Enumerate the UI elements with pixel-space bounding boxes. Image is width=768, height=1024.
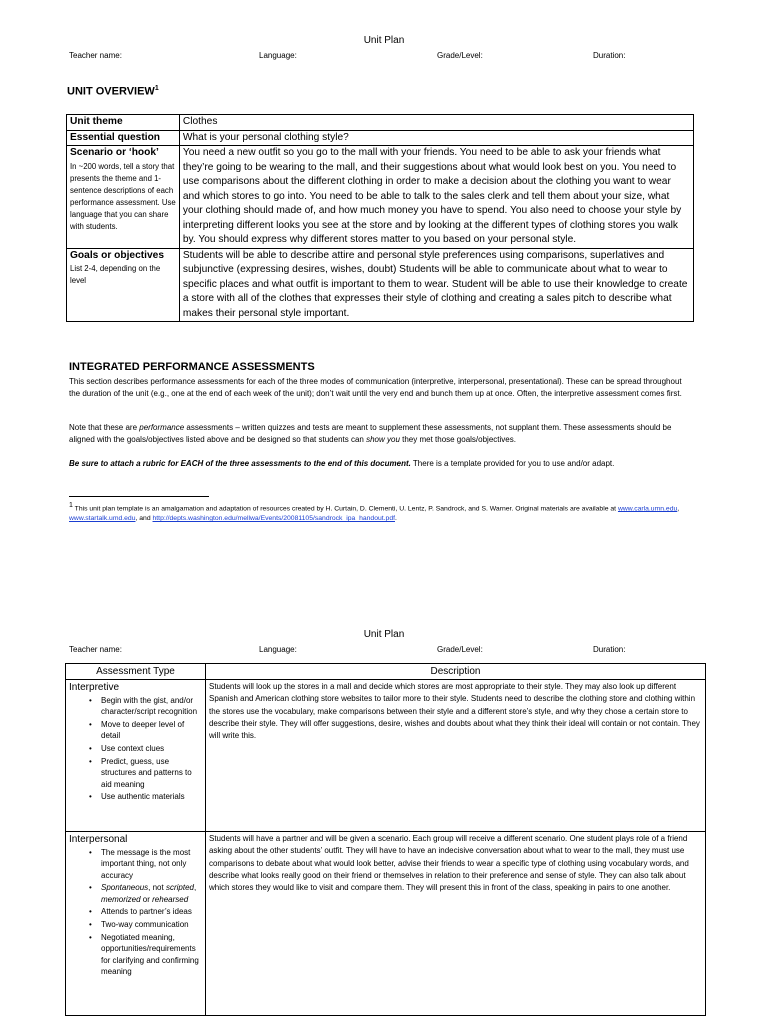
interpretive-description: Students will look up the stores in a mall and decide which stores are most appropriate to their style. They may also look up different Spanish and American clothing store websites to tailor more to their style. Students need to describe the clothing store and clothing within the stores use the vocabulary, make comparisons between their style and a different store’s style, and why they chose a certain store to describe their style. They will offer suggestions, desire, wishes and doubts about what they think their ideal will contain or not contain. They will write this. [205, 680, 705, 832]
text-run: , not [148, 883, 166, 893]
list-item: • Negotiated meaning, opportunities/requirements for clarifying and confirming meaning [69, 932, 202, 977]
row-label: Scenario or ‘hook’ [70, 147, 159, 158]
row-note: In ~200 words, tell a story that presents the theme and 1-sentence descriptions of each performance assessment. Use language that you can share with students. [70, 161, 176, 231]
row-value: Students will be able to describe attire and personal style preferences using comparisons, superlatives and subjunctive (expressing desires, wishes, doubt) Students will be able to communicate about what to wear to specific places and what outfit is important to them to wear. Student will be able to use their knowledge to create a store with all of the clothes that expresses their style of clothing and creating a sales pitch to describe what makes their personal style important. [179, 248, 693, 322]
assessment-table [65, 663, 706, 1016]
list-item: • The message is the most important thing, not only accuracy [69, 847, 202, 881]
footnote [69, 501, 699, 524]
column-header-description: Description [205, 664, 705, 680]
unit-overview-table [66, 114, 694, 322]
interpretive-cell [66, 680, 206, 832]
row-label: Unit theme [67, 115, 180, 131]
text-run: Note that these are [69, 423, 140, 432]
row-label: Essential question [67, 130, 180, 146]
list-item: • Attends to partner’s ideas [69, 906, 202, 917]
interpretive-bullets [69, 695, 202, 803]
footnote-link-carla[interactable]: www.carla.umn.edu [617, 505, 678, 513]
duration-label: Duration: [593, 51, 626, 60]
list-item: • Begin with the gist, and/or character/script recognition [69, 695, 202, 718]
language-label-2: Language: [259, 645, 297, 654]
list-item: • Use authentic materials [69, 791, 202, 802]
grade-level-label-2: Grade/Level: [437, 645, 483, 654]
ipa-heading: INTEGRATED PERFORMANCE ASSESSMENTS [69, 361, 315, 373]
text-run: , and [135, 515, 153, 523]
list-item: • Use context clues [69, 743, 202, 754]
category-label: Interpretive [69, 682, 120, 693]
text-run-italic: Spontaneous [101, 883, 149, 893]
row-value: Clothes [179, 115, 693, 131]
teacher-name-label: Teacher name: [69, 51, 122, 60]
interpersonal-bullets [69, 847, 202, 977]
interpersonal-cell [66, 832, 206, 1016]
text-run: There is a template provided for you to use and/or adapt. [410, 459, 615, 468]
duration-label-2: Duration: [593, 645, 626, 654]
ipa-paragraph-2 [69, 422, 695, 445]
ipa-paragraph-3 [69, 458, 695, 470]
text-run: . [394, 515, 397, 523]
text-run-italic: scripted [165, 883, 194, 893]
table-header-row [66, 664, 706, 680]
table-row [67, 115, 694, 131]
row-value: What is your personal clothing style? [179, 130, 693, 146]
column-header-type: Assessment Type [66, 664, 206, 680]
table-row [67, 146, 694, 249]
text-run-italic: show you [366, 434, 400, 444]
text-run-italic: rehearsed [152, 894, 189, 904]
page-title: Unit Plan [363, 35, 405, 46]
text-run-italic: memorized [101, 894, 141, 904]
text-run: , [193, 883, 197, 893]
ipa-paragraph-1: This section describes performance assessments for each of the three modes of communication (interpretive, interpersonal, presentational). These can be spread throughout the duration of the unit (e.g., one at the end of each week of the unit); don’t wait until the very end and bunch them up at once. Often, the interpretive assessment comes first. [69, 377, 682, 398]
category-label: Interpersonal [69, 834, 128, 845]
teacher-name-label-2: Teacher name: [69, 645, 122, 654]
table-row [66, 832, 706, 1016]
page-title-2: Unit Plan [363, 629, 405, 640]
text-run-italic: performance [139, 423, 185, 432]
footnote-link-startalk[interactable]: www.startalk.umd.edu [69, 515, 136, 523]
unit-overview-title: UNIT OVERVIEW [67, 85, 155, 98]
footnote-divider [69, 496, 209, 497]
list-item: • Two-way communication [69, 919, 202, 930]
row-value: You need a new outfit so you go to the mall with your friends. You need to be able to ask your friends what they’re going to be wearing to the mall, and their suggestions about what would look best on you. You need to use comparisons about the different clothing in order to make a decision about the clothing you want to wear and which stores to go into. You need to be able to talk to the sales clerk and tell them about your size, what your clothing should made of, and how much money you have to spend. You also need to choose your style by interpreting different looks you see at the store and by looking at the different types of clothing stores you walk by. You should express why different stores matter to you based on your personal style. [179, 146, 693, 249]
footnote-text: This unit plan template is an amalgamation and adaptation of resources created by H. Curtain, D. Clementi, U. Lentz, P. Sandrock, and S. Warner. Original materials are available at [72, 505, 618, 513]
list-item [69, 882, 202, 905]
row-note: List 2-4, depending on the level [70, 264, 161, 285]
interpersonal-description: Students will have a partner and will be given a scenario. Each group will receive a different scenario. One student plays role of a friend asking about the other students’ outfit. They will have to have an indecisive conversation about what to wear to the mall, they must use comparisons to debate about what would look better, advise their friends to wear a specific type of clothing using vocabulary words, and describe what looks really good on their friend or themselves in relation to their preference and sense of style. They can also talk about which stores they would like to visit and compare them. They will present this in front of the class, speaking in pairs to one another. [205, 832, 705, 1016]
footnote-ref: 1 [154, 85, 159, 92]
list-item: • Predict, guess, use structures and patterns to aid meaning [69, 756, 202, 790]
row-label-cell [67, 146, 180, 249]
text-run: assessments – written quizzes and tests are meant to supplement these assessments, not supplant them. These assessments should be aligned with the goals/objectives listed above and be designed so that students can [69, 423, 672, 444]
row-label: Goals or objectives [70, 249, 164, 261]
text-run: , [677, 505, 680, 513]
text-run: or [140, 894, 153, 904]
table-row [66, 680, 706, 832]
table-row [67, 248, 694, 322]
table-row [67, 130, 694, 146]
footnote-number: 1 [69, 502, 73, 509]
unit-overview-heading [67, 85, 159, 98]
list-item: • Move to deeper level of detail [69, 719, 202, 742]
row-label-cell [67, 248, 180, 322]
text-run-bold-italic: Be sure to attach a rubric for EACH of the three assessments to the end of this document. [69, 459, 411, 468]
text-run: they met those goals/objectives. [399, 434, 516, 444]
footnote-link-handout[interactable]: http://depts.washington.edu/mellwa/Events/20081105/sandrock_ipa_handout.pdf [152, 515, 395, 523]
language-label: Language: [259, 51, 297, 60]
grade-level-label: Grade/Level: [437, 51, 483, 60]
